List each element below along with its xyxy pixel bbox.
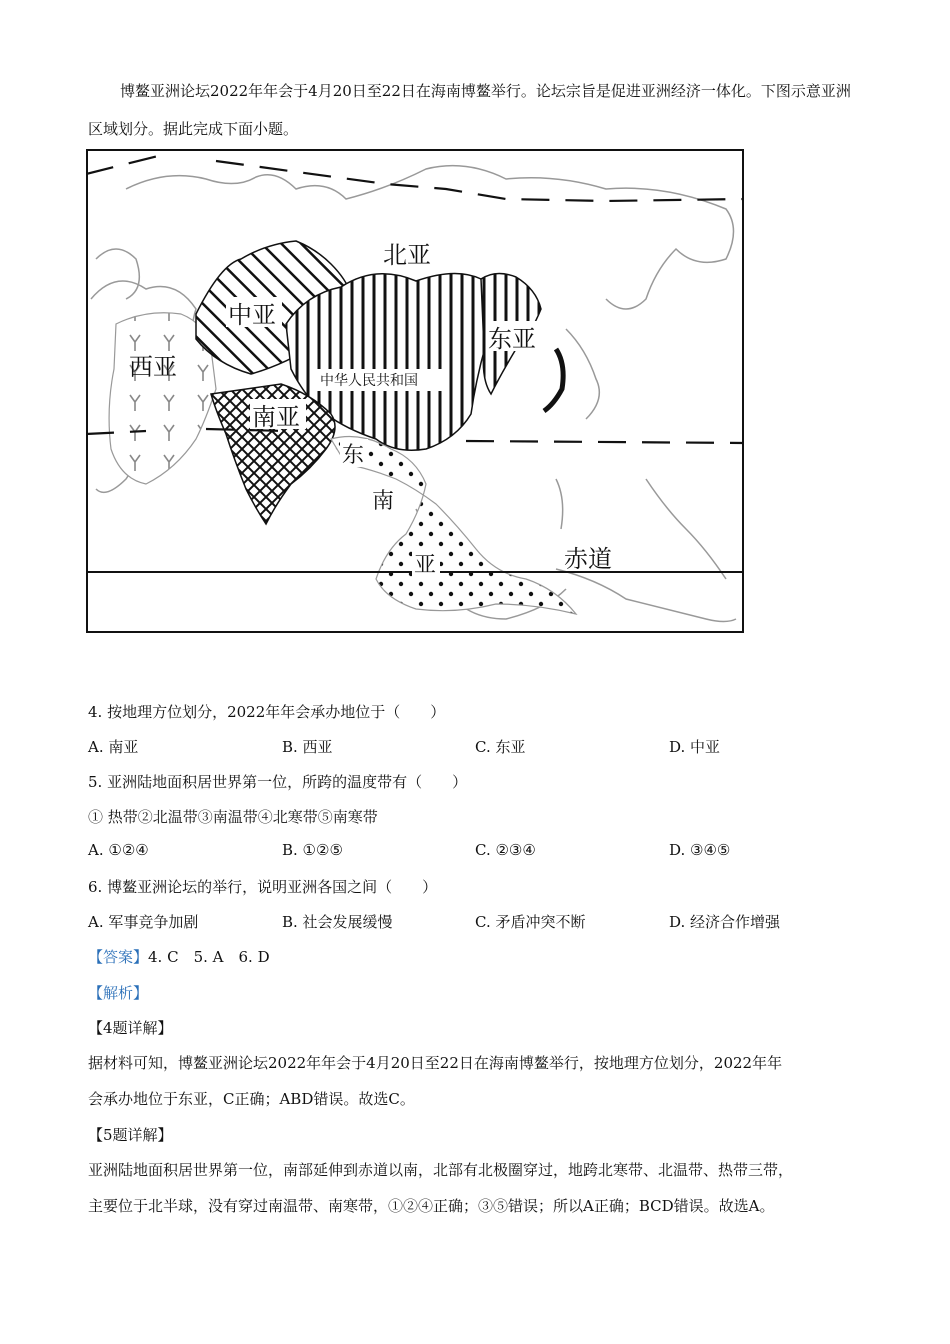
question-4-stem: 4. 按地理方位划分，2022年年会承办地位于（ ） — [88, 703, 446, 721]
label-north-asia: 北亚 — [383, 241, 431, 269]
answer-line — [88, 946, 270, 967]
q5-option-d[interactable]: D. ③④⑤ — [669, 841, 731, 859]
q6-option-c[interactable]: C. 矛盾冲突不断 — [475, 913, 586, 931]
label-equator: 赤道 — [564, 545, 612, 573]
detail-4-line2: 会承办地位于东亚，C正确；ABD错误。故选C。 — [88, 1090, 415, 1108]
question-6-stem: 6. 博鳌亚洲论坛的举行，说明亚洲各国之间（ ） — [88, 878, 438, 896]
q5-option-c[interactable]: C. ②③④ — [475, 841, 536, 859]
q5-option-b[interactable]: B. ①②⑤ — [282, 841, 343, 859]
label-southeast-3: 亚 — [414, 553, 437, 578]
q6-option-a[interactable]: A. 军事竞争加剧 — [88, 913, 199, 931]
q4-option-a[interactable]: A. 南亚 — [88, 738, 139, 756]
q5-option-a[interactable]: A. ①②④ — [88, 841, 149, 859]
asia-region-map — [86, 149, 746, 634]
label-west-asia: 西亚 — [129, 353, 177, 381]
detail-4-title: 【4题详解】 — [88, 1019, 173, 1037]
label-southeast-2: 南 — [372, 489, 395, 514]
answer-tag: 【答案】 — [88, 948, 149, 966]
label-china: 中华人民共和国 — [320, 373, 418, 389]
analysis-tag: 【解析】 — [88, 984, 149, 1002]
q4-option-b[interactable]: B. 西亚 — [282, 738, 333, 756]
label-south-asia: 南亚 — [252, 403, 300, 431]
q6-option-b[interactable]: B. 社会发展缓慢 — [282, 913, 393, 931]
label-central-asia: 中亚 — [228, 301, 276, 329]
detail-5-title: 【5题详解】 — [88, 1126, 173, 1144]
detail-4-line1: 据材料可知，博鳌亚洲论坛2022年年会于4月20日至22日在海南博鳌举行，按地理方位划分，2022年年 — [88, 1054, 783, 1072]
q4-option-d[interactable]: D. 中亚 — [669, 738, 721, 756]
answer-text: 4. C 5. A 6. D — [148, 948, 270, 966]
detail-5-line1: 亚洲陆地面积居世界第一位，南部延伸到赤道以南，北部有北极圈穿过，地跨北寒带、北温带、热带三带， — [88, 1161, 794, 1179]
question-5-stem: 5. 亚洲陆地面积居世界第一位，所跨的温度带有（ ） — [88, 773, 468, 791]
question-5-sub: ① 热带②北温带③南温带④北寒带⑤南寒带 — [88, 808, 378, 826]
detail-5-line2: 主要位于北半球，没有穿过南温带、南寒带，①②④正确；③⑤错误；所以A正确；BCD错误。故选A。 — [88, 1197, 775, 1215]
intro-paragraph: 博鳌亚洲论坛2022年年会于4月20日至22日在海南博鳌举行。论坛宗旨是促进亚洲经济一体化。下图示意亚洲区域划分。据此完成下面小题。 — [88, 82, 851, 138]
label-east-asia: 东亚 — [488, 325, 536, 353]
q4-option-c[interactable]: C. 东亚 — [475, 738, 526, 756]
q6-option-d[interactable]: D. 经济合作增强 — [669, 913, 781, 931]
label-southeast-1: 东 — [342, 443, 365, 468]
